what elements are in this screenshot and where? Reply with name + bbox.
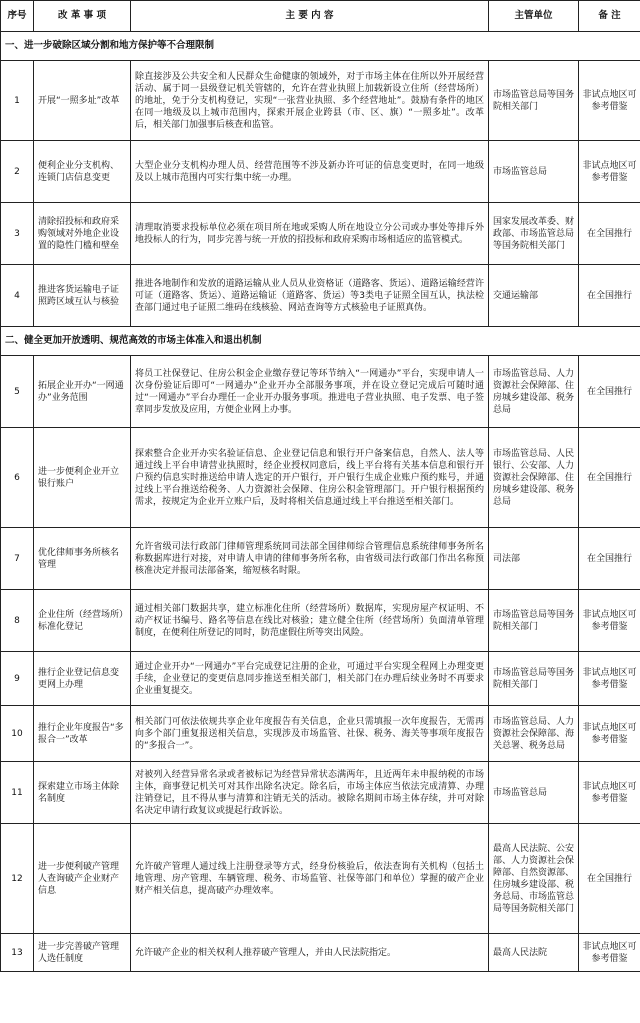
row-no: 12: [1, 824, 34, 934]
table-row: [1, 203, 640, 265]
row-item: 探索建立市场主体除名制度: [34, 762, 131, 824]
row-note: 在全国推行: [579, 528, 640, 590]
row-content: 通过相关部门数据共享，建立标准化住所（经营场所）数据库，实现房屋产权证明、不动产权证书编号、路名等信息在线比对核验；建立健全住所（经营场所）负面清单管理制度，在便利住所登记的同时，防范虚假住所等突出风险。: [131, 590, 489, 652]
header-note: 备 注: [579, 1, 640, 32]
row-no: 9: [1, 652, 34, 706]
row-no: 8: [1, 590, 34, 652]
row-note: 非试点地区可参考借鉴: [579, 590, 640, 652]
row-no: 1: [1, 61, 34, 141]
table-row: [1, 762, 640, 824]
row-no: 6: [1, 428, 34, 528]
row-dept: 国家发展改革委、财政部、市场监管总局等国务院相关部门: [489, 203, 579, 265]
row-note: 在全国推行: [579, 203, 640, 265]
row-note: 非试点地区可参考借鉴: [579, 762, 640, 824]
row-item: 推行企业年度报告“多报合一”改革: [34, 706, 131, 762]
row-note: 在全国推行: [579, 356, 640, 428]
row-dept: 市场监管总局、人民银行、公安部、人力资源社会保障部、住房城乡建设部、税务总局: [489, 428, 579, 528]
row-item: 拓展企业开办“一网通办”业务范围: [34, 356, 131, 428]
row-note: 非试点地区可参考借鉴: [579, 141, 640, 203]
row-content: 除直接涉及公共安全和人民群众生命健康的领域外，对于市场主体在住所以外开展经营活动、属于同一县级登记机关管辖的，允许在营业执照上加载新设立住所（经营场所）的地址，免于分支机构登记，实现“一张营业执照、多个经营地址”。鼓励有条件的地区在同一地级及以上城市范围内，探索开展企业跨县（市、区、旗）“一照多址”。改革后，相关部门加强事后核查和监管。: [131, 61, 489, 141]
row-dept: 最高人民法院、公安部、人力资源社会保障部、自然资源部、住房城乡建设部、税务总局、市场监管总局等国务院相关部门: [489, 824, 579, 934]
row-no: 3: [1, 203, 34, 265]
row-note: 在全国推行: [579, 824, 640, 934]
row-no: 4: [1, 265, 34, 327]
row-dept: 市场监管总局、人力资源社会保障部、住房城乡建设部、税务总局: [489, 356, 579, 428]
row-no: 5: [1, 356, 34, 428]
row-content: 允许省级司法行政部门律师管理系统同司法部全国律师综合管理信息系统律师事务所名称数据库进行对接，对申请人申请的律师事务所名称，由省级司法行政部门作出名称预核准决定并报司法部备案，缩短核名时限。: [131, 528, 489, 590]
row-item: 进一步便利破产管理人查询破产企业财产信息: [34, 824, 131, 934]
row-dept: 市场监管总局: [489, 141, 579, 203]
row-no: 10: [1, 706, 34, 762]
row-item: 清除招投标和政府采购领域对外地企业设置的隐性门槛和壁垒: [34, 203, 131, 265]
row-item: 开展“一照多址”改革: [34, 61, 131, 141]
row-note: 非试点地区可参考借鉴: [579, 652, 640, 706]
row-note: 非试点地区可参考借鉴: [579, 934, 640, 972]
row-content: 清理取消要求投标单位必须在项目所在地或采购人所在地设立分公司或办事处等排斥外地投标人的行为，同步完善与统一开放的招投标和政府采购市场相适应的监管模式。: [131, 203, 489, 265]
section-title-row: [1, 32, 640, 61]
row-dept: 市场监管总局、人力资源社会保障部、海关总署、税务总局: [489, 706, 579, 762]
row-content: 将员工社保登记、住房公积金企业缴存登记等环节纳入“一网通办”平台，实现申请人一次身份验证后即可“一网通办”企业开办全部服务事项，并在设立登记完成后可随时通过“一网通办”平台办理任一企业开办服务事项。推进电子营业执照、电子发票、电子签章同步发放及应用，方便企业网上办事。: [131, 356, 489, 428]
row-note: 在全国推行: [579, 265, 640, 327]
row-item: 企业住所（经营场所）标准化登记: [34, 590, 131, 652]
row-note: 非试点地区可参考借鉴: [579, 61, 640, 141]
row-content: 推进各地制作和发放的道路运输从业人员从业资格证（道路客、货运）、道路运输经营许可证（道路客、货运）、道路运输证（道路客、货运）等3类电子证照全国互认，执法检查部门通过电子证照二维码在线核验、网站查询等方式核验电子证照真伪。: [131, 265, 489, 327]
row-dept: 市场监管总局等国务院相关部门: [489, 590, 579, 652]
row-note: 在全国推行: [579, 428, 640, 528]
row-no: 11: [1, 762, 34, 824]
row-note: 非试点地区可参考借鉴: [579, 706, 640, 762]
row-item: 推进客货运输电子证照跨区域互认与核验: [34, 265, 131, 327]
table-row: [1, 528, 640, 590]
row-no: 7: [1, 528, 34, 590]
row-item: 优化律师事务所核名管理: [34, 528, 131, 590]
row-content: 通过企业开办“一网通办”平台完成登记注册的企业，可通过平台实现全程网上办理变更手续，企业登记的变更信息同步推送至相关部门，相关部门在办理后续业务时不再要求企业重复提交。: [131, 652, 489, 706]
table-row: [1, 824, 640, 934]
header-content: 主 要 内 容: [131, 1, 489, 32]
row-dept: 市场监管总局等国务院相关部门: [489, 652, 579, 706]
row-item: 便利企业分支机构、连锁门店信息变更: [34, 141, 131, 203]
row-dept: 交通运输部: [489, 265, 579, 327]
table-row: [1, 934, 640, 972]
row-content: 允许破产企业的相关权利人推荐破产管理人，并由人民法院指定。: [131, 934, 489, 972]
section-title-row: [1, 327, 640, 356]
row-content: 允许破产管理人通过线上注册登录等方式，经身份核验后，依法查询有关机构（包括土地管理、房产管理、车辆管理、税务、市场监管、社保等部门和单位）掌握的破产企业财产相关信息，提高破产办理效率。: [131, 824, 489, 934]
row-no: 2: [1, 141, 34, 203]
row-dept: 市场监管总局等国务院相关部门: [489, 61, 579, 141]
row-no: 13: [1, 934, 34, 972]
row-content: 对被列入经营异常名录或者被标记为经营异常状态满两年，且近两年未申报纳税的市场主体，商事登记机关可对其作出除名决定。除名后，市场主体应当依法完成清算、办理注销登记，且不得从事与清算和注销无关的活动。被除名期间市场主体存续，并可对除名决定申请行政复议或提起行政诉讼。: [131, 762, 489, 824]
table-row: [1, 265, 640, 327]
table-row: [1, 428, 640, 528]
header-no: 序号: [1, 1, 34, 32]
table-row: [1, 61, 640, 141]
table-row: [1, 141, 640, 203]
header-item: 改 革 事 项: [34, 1, 131, 32]
row-item: 进一步完善破产管理人选任制度: [34, 934, 131, 972]
table-row: [1, 590, 640, 652]
row-content: 相关部门可依法依规共享企业年度报告有关信息，企业只需填报一次年度报告，无需再向多个部门重复报送相关信息，实现涉及市场监管、社保、税务、海关等事项年度报告的“多报合一”。: [131, 706, 489, 762]
row-content: 大型企业分支机构办理人员、经营范围等不涉及新办许可证的信息变更时，在同一地级及以上城市范围内可实行集中统一办理。: [131, 141, 489, 203]
table-row: [1, 356, 640, 428]
table-row: [1, 706, 640, 762]
section-title: 一、进一步破除区域分割和地方保护等不合理限制: [1, 32, 640, 61]
header-dept: 主管单位: [489, 1, 579, 32]
row-dept: 市场监管总局: [489, 762, 579, 824]
row-dept: 最高人民法院: [489, 934, 579, 972]
row-item: 推行企业登记信息变更网上办理: [34, 652, 131, 706]
row-content: 探索整合企业开办实名验证信息、企业登记信息和银行开户备案信息，自然人、法人等通过线上平台申请营业执照时，经企业授权同意后，线上平台将有关基本信息和银行开户预约信息实时推送给申请人选定的开户银行，开户银行生成企业账户预约账号，并通过线上平台推送给税务、人力资源社会保障、住房公积金管理部门。开户银行根据预约需求，按规定为企业开立账户后，及时将相关信息通过线上平台推送至相关部门。: [131, 428, 489, 528]
table-header-row: [1, 1, 640, 32]
section-title: 二、健全更加开放透明、规范高效的市场主体准入和退出机制: [1, 327, 640, 356]
table-row: [1, 652, 640, 706]
row-item: 进一步便利企业开立银行账户: [34, 428, 131, 528]
row-dept: 司法部: [489, 528, 579, 590]
